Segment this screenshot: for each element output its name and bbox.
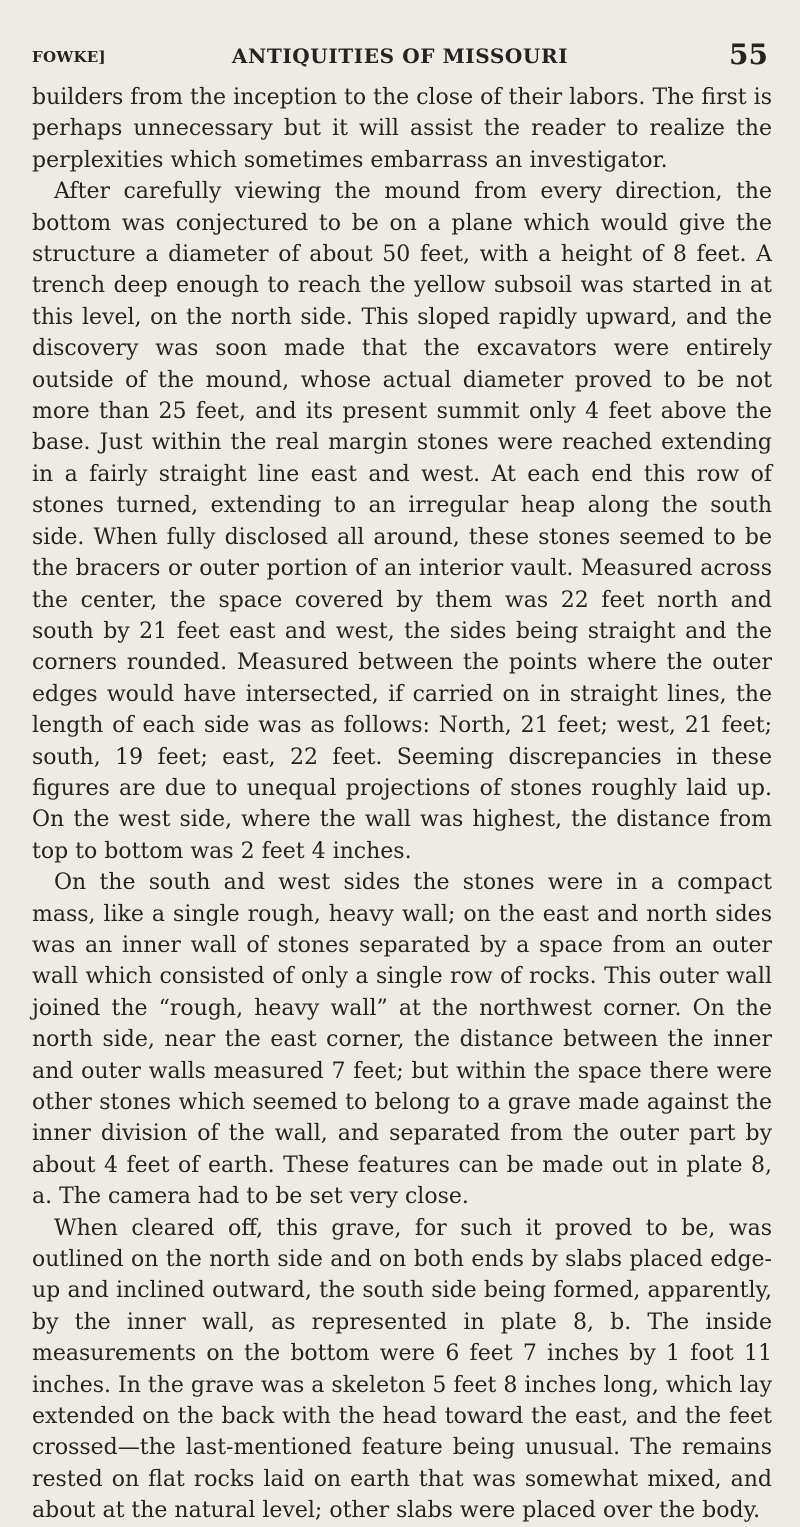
paragraph-excavation: After carefully viewing the mound from every direction, the bottom was conjectured to be on a plane which would give the structure a diameter of about 50 feet, with a height of 8 feet. A trench deep enough to reach the yellow subsoil was started in at this level, on the north side. This sloped rapidly upward, and the discovery was soon made that the excavators were entirely outside of the mound, whose actual diameter proved to be not more than 25 feet, and its present summit only 4 feet above the base. Just within the real margin stones were reached extending in a fairly straight line east and west. At each end this row of stones turned, extending to an irregular heap along the south side. When fully disclosed all around, these stones seemed to be the bracers or outer portion of an interior vault. Measured across the center, the space covered by them was 22 feet north and south by 21 feet east and west, the sides being straight and the corners rounded. Measured between the points where the outer edges would have intersected, if carried on in straight lines, the length of each side was as follows: North, 21 feet; west, 21 feet; south, 19 feet; east, 22 feet. Seeming discrepancies in these figures are due to unequal projections of stones roughly laid up. On the west side, where the wall was highest, the distance from top to bottom was 2 feet 4 inches. (32, 179, 772, 864)
page-number: 55 (729, 38, 768, 71)
paragraph-walls: On the south and west sides the stones were in a compact mass, like a single rough, heavy wall; on the east and north sides was an inner wall of stones separated by a space from an outer wall which consisted of only a single row of rocks. This outer wall joined the “rough, heavy wall” at the northwest corner. On the north side, near the east corner, the distance between the inner and outer walls measured 7 feet; but within the space there were other stones which seemed to belong to a grave made against the inner division of the wall, and separated from the outer part by about 4 feet of earth. These features can be made out in plate 8, a. The camera had to be set very close. (32, 870, 772, 1210)
paragraph-grave: When cleared off, this grave, for such it proved to be, was outlined on the north side and on both ends by slabs placed edge-up and inclined outward, the south side being formed, apparently, by the inner wall, as represented in plate 8, b. The inside measurements on the bottom were 6 feet 7 inches by 1 foot 11 inches. In the grave was a skeleton 5 feet 8 inches long, which lay extended on the back with the head toward the east, and the feet crossed—the last-mentioned feature being unusual. The remains rested on flat rocks laid on earth that was somewhat mixed, and about at the natural level; other slabs were placed over the body. (32, 1215, 772, 1524)
body-text (32, 82, 772, 1527)
running-head-title: ANTIQUITIES OF MISSOURI (231, 44, 569, 68)
running-head (32, 38, 768, 78)
paragraph-continuation: builders from the inception to the close of their labors. The first is perhaps unnecessary but it will assist the reader to realize the perplexities which sometimes embarrass an investigator. (32, 85, 772, 173)
running-head-author: FOWKE] (32, 48, 106, 66)
